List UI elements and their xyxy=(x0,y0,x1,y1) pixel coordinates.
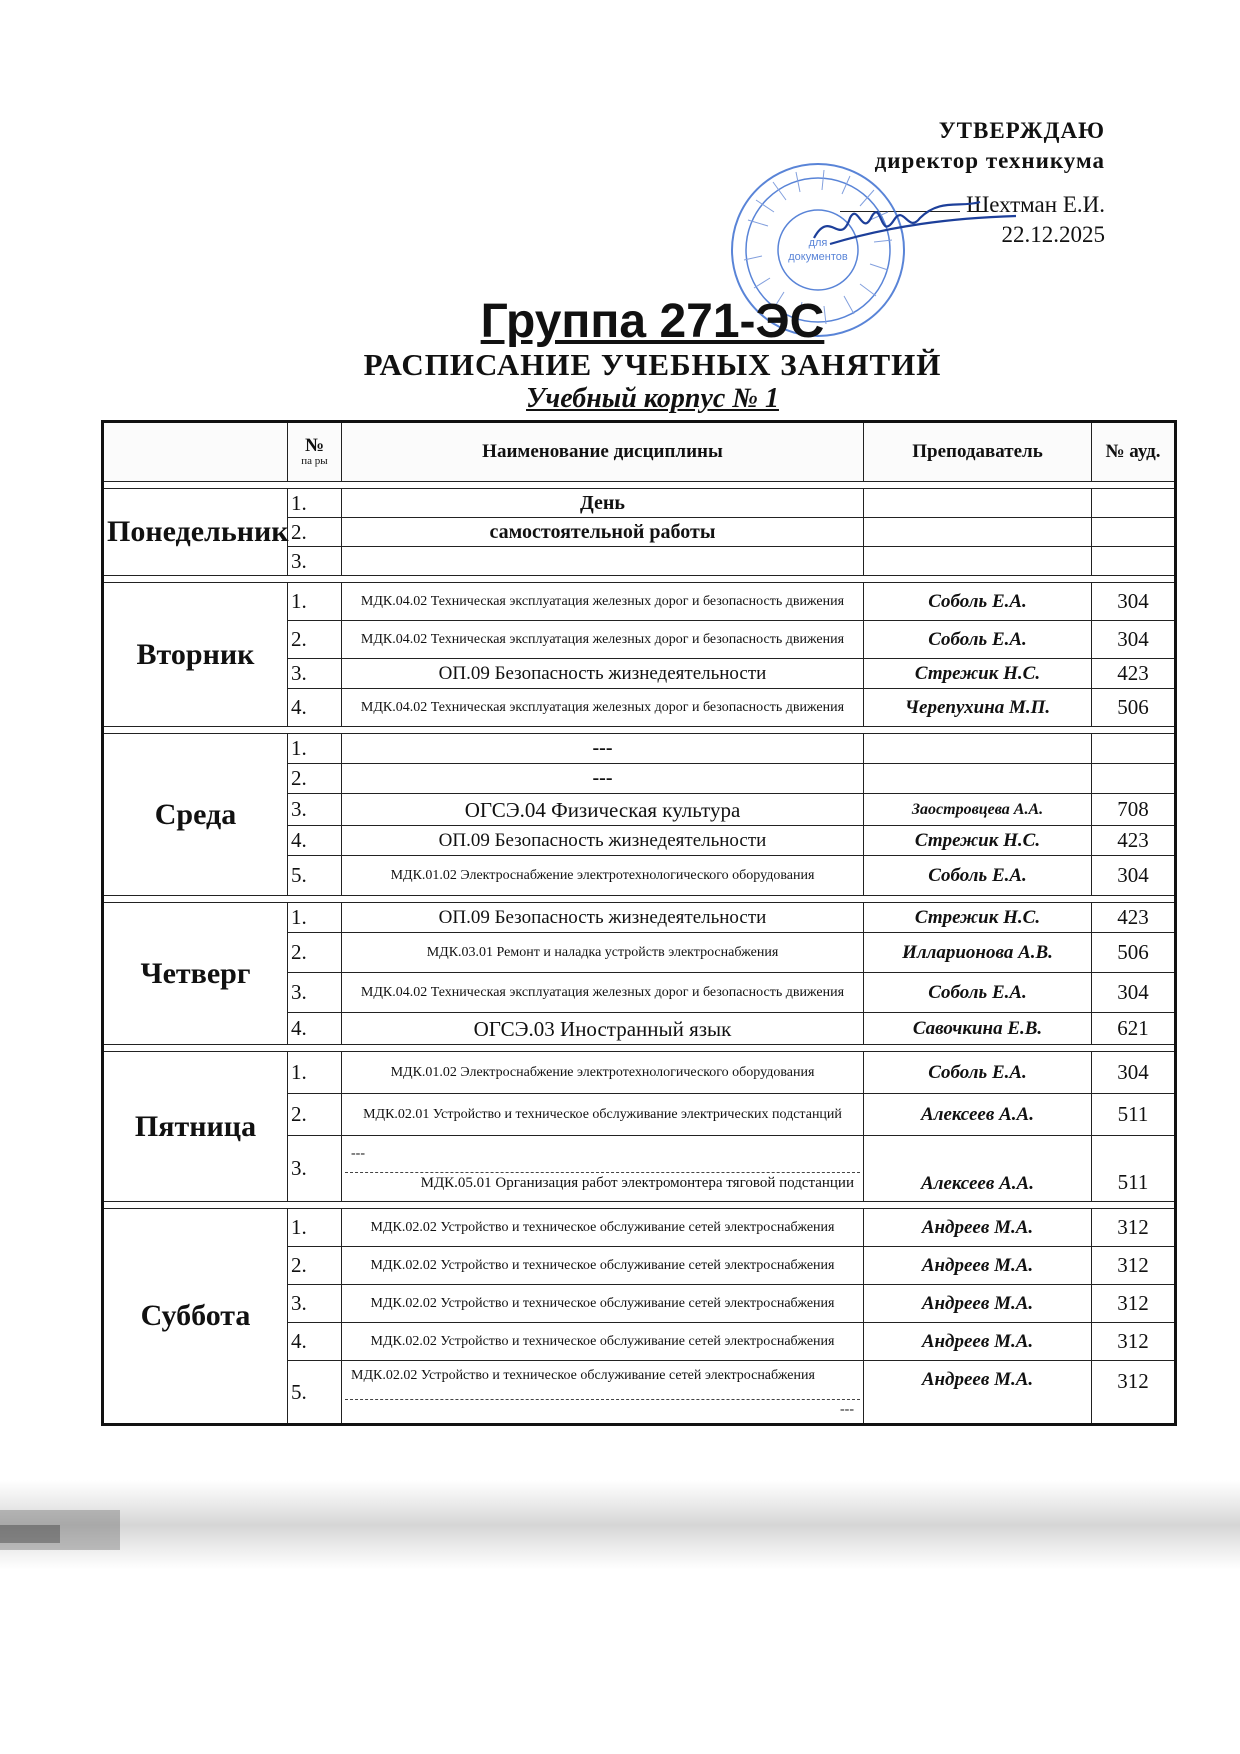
day-friday: Пятница xyxy=(103,1052,288,1202)
separator xyxy=(103,896,1176,903)
room-cell: 304 xyxy=(1092,621,1176,659)
room-cell: 708 xyxy=(1092,794,1176,826)
teacher-cell xyxy=(864,518,1092,547)
schedule-title: РАСПИСАНИЕ УЧЕБНЫХ ЗАНЯТИЙ xyxy=(363,347,942,382)
subject-cell: День xyxy=(342,489,864,518)
pair-num: 5. xyxy=(288,1361,342,1425)
day-thursday: Четверг xyxy=(103,903,288,1045)
schedule-table xyxy=(101,420,1177,1426)
subject-cell: самостоятельной работы xyxy=(342,518,864,547)
teacher-cell: Илларионова А.В. xyxy=(864,933,1092,973)
teacher-cell: Заостровцева А.А. xyxy=(864,794,1092,826)
pair-num: 5. xyxy=(288,856,342,896)
subject-cell: МДК.02.02 Устройство и техническое обслуживание сетей электроснабжения xyxy=(342,1323,864,1361)
room-cell: 312 xyxy=(1092,1247,1176,1285)
table-row xyxy=(103,489,1176,518)
subject-cell: МДК.02.02 Устройство и техническое обслуживание сетей электроснабжения xyxy=(342,1209,864,1247)
room-cell: 506 xyxy=(1092,933,1176,973)
room-cell xyxy=(1092,547,1176,576)
teacher-cell xyxy=(864,734,1092,764)
table-header xyxy=(103,422,1176,482)
room-cell: 511 xyxy=(1092,1136,1176,1202)
subject-cell: МДК.03.01 Ремонт и наладка устройств электроснабжения xyxy=(342,933,864,973)
pair-num: 3. xyxy=(288,1136,342,1202)
subject-cell xyxy=(342,1136,864,1202)
pair-num: 3. xyxy=(288,659,342,689)
teacher-cell: Соболь Е.А. xyxy=(864,1052,1092,1094)
signature xyxy=(810,198,1020,258)
subject-cell: МДК.04.02 Техническая эксплуатация железных дорог и безопасность движения xyxy=(342,973,864,1013)
teacher-cell: Савочкина Е.В. xyxy=(864,1013,1092,1045)
separator xyxy=(103,1202,1176,1209)
group-title: Группа 271-ЭС xyxy=(480,295,825,348)
subject-cell: МДК.04.02 Техническая эксплуатация железных дорог и безопасность движения xyxy=(342,689,864,727)
title-block xyxy=(0,296,1240,416)
pair-num: 3. xyxy=(288,547,342,576)
subject-empty-slot: --- xyxy=(840,1401,854,1417)
pair-num: 4. xyxy=(288,689,342,727)
subject-cell: --- xyxy=(342,764,864,794)
room-cell: 506 xyxy=(1092,689,1176,727)
subject-cell: МДК.01.02 Электроснабжение электротехнологического оборудования xyxy=(342,1052,864,1094)
room-cell: 621 xyxy=(1092,1013,1176,1045)
teacher-cell: Соболь Е.А. xyxy=(864,856,1092,896)
table-row xyxy=(103,1052,1176,1094)
header-num: № па ры xyxy=(288,422,342,482)
pair-num: 1. xyxy=(288,1052,342,1094)
approval-heading: УТВЕРЖДАЮ xyxy=(938,118,1105,143)
teacher-cell: Соболь Е.А. xyxy=(864,583,1092,621)
subject-cell: МДК.01.02 Электроснабжение электротехнологического оборудования xyxy=(342,856,864,896)
day-monday: Понедельник xyxy=(103,489,288,576)
teacher-cell: Андреев М.А. xyxy=(864,1285,1092,1323)
separator xyxy=(103,727,1176,734)
room-cell xyxy=(1092,764,1176,794)
subject-cell: ОП.09 Безопасность жизнедеятельности xyxy=(342,826,864,856)
subject-empty-slot: --- xyxy=(345,1144,860,1173)
teacher-cell: Алексеев А.А. xyxy=(864,1094,1092,1136)
header-room: № ауд. xyxy=(1092,422,1176,482)
pair-num: 1. xyxy=(288,903,342,933)
pair-num: 2. xyxy=(288,1094,342,1136)
subject-cell: ОП.09 Безопасность жизнедеятельности xyxy=(342,903,864,933)
teacher-cell xyxy=(864,764,1092,794)
table-row xyxy=(103,583,1176,621)
subject-text: МДК.02.02 Устройство и техническое обслуживание сетей электроснабжения xyxy=(345,1365,860,1400)
pair-num: 3. xyxy=(288,973,342,1013)
room-cell: 312 xyxy=(1092,1361,1176,1425)
teacher-cell: Соболь Е.А. xyxy=(864,973,1092,1013)
pair-num: 1. xyxy=(288,489,342,518)
teacher-cell: Стрежик Н.С. xyxy=(864,826,1092,856)
pair-num: 1. xyxy=(288,1209,342,1247)
room-cell: 304 xyxy=(1092,973,1176,1013)
pair-num: 1. xyxy=(288,583,342,621)
room-cell: 312 xyxy=(1092,1323,1176,1361)
room-cell xyxy=(1092,489,1176,518)
subject-cell: МДК.02.01 Устройство и техническое обслуживание электрических подстанций xyxy=(342,1094,864,1136)
pair-num: 2. xyxy=(288,764,342,794)
header-teacher: Преподаватель xyxy=(864,422,1092,482)
room-cell: 312 xyxy=(1092,1209,1176,1247)
pair-num: 3. xyxy=(288,1285,342,1323)
room-cell: 423 xyxy=(1092,659,1176,689)
header-day xyxy=(103,422,288,482)
subject-cell: ОП.09 Безопасность жизнедеятельности xyxy=(342,659,864,689)
table-row xyxy=(103,1209,1176,1247)
pair-num: 1. xyxy=(288,734,342,764)
table-row xyxy=(103,734,1176,764)
teacher-cell: Алексеев А.А. xyxy=(864,1136,1092,1202)
teacher-cell: Андреев М.А. xyxy=(864,1209,1092,1247)
approval-position: директор техникума xyxy=(874,148,1105,173)
room-cell: 423 xyxy=(1092,826,1176,856)
pair-num: 4. xyxy=(288,826,342,856)
teacher-cell: Соболь Е.А. xyxy=(864,621,1092,659)
building-title: Учебный корпус № 1 xyxy=(526,383,779,414)
pair-num: 4. xyxy=(288,1013,342,1045)
room-cell: 423 xyxy=(1092,903,1176,933)
separator xyxy=(103,482,1176,489)
teacher-cell xyxy=(864,489,1092,518)
pair-num: 2. xyxy=(288,933,342,973)
teacher-cell: Стрежик Н.С. xyxy=(864,659,1092,689)
room-cell xyxy=(1092,734,1176,764)
subject-text: МДК.05.01 Организация работ электромонтера тяговой подстанции xyxy=(420,1175,854,1191)
room-cell: 304 xyxy=(1092,856,1176,896)
separator xyxy=(103,1045,1176,1052)
pair-num: 2. xyxy=(288,518,342,547)
teacher-cell xyxy=(864,547,1092,576)
room-cell: 304 xyxy=(1092,1052,1176,1094)
subject-cell: МДК.04.02 Техническая эксплуатация железных дорог и безопасность движения xyxy=(342,621,864,659)
day-wednesday: Среда xyxy=(103,734,288,896)
teacher-cell: Андреев М.А. xyxy=(864,1247,1092,1285)
day-saturday: Суббота xyxy=(103,1209,288,1425)
teacher-cell: Черепухина М.П. xyxy=(864,689,1092,727)
room-cell: 312 xyxy=(1092,1285,1176,1323)
pair-num: 2. xyxy=(288,621,342,659)
stamp-label: документов xyxy=(788,251,848,263)
pair-num: 2. xyxy=(288,1247,342,1285)
subject-cell xyxy=(342,1361,864,1425)
teacher-cell: Андреев М.А. xyxy=(864,1361,1092,1425)
approval-date: 22.12.2025 xyxy=(1001,222,1105,247)
subject-cell: ОГСЭ.04 Физическая культура xyxy=(342,794,864,826)
svg-text:для: для xyxy=(808,237,828,249)
pair-num: 4. xyxy=(288,1323,342,1361)
subject-cell xyxy=(342,547,864,576)
pair-num: 3. xyxy=(288,794,342,826)
subject-cell: ОГСЭ.03 Иностранный язык xyxy=(342,1013,864,1045)
room-cell: 511 xyxy=(1092,1094,1176,1136)
day-tuesday: Вторник xyxy=(103,583,288,727)
subject-cell: МДК.02.02 Устройство и техническое обслуживание сетей электроснабжения xyxy=(342,1247,864,1285)
room-cell xyxy=(1092,518,1176,547)
subject-cell: МДК.02.02 Устройство и техническое обслуживание сетей электроснабжения xyxy=(342,1285,864,1323)
subject-cell: МДК.04.02 Техническая эксплуатация железных дорог и безопасность движения xyxy=(342,583,864,621)
separator xyxy=(103,576,1176,583)
header-subject: Наименование дисциплины xyxy=(342,422,864,482)
approval-name: Шехтман Е.И. xyxy=(840,190,1105,220)
teacher-cell: Андреев М.А. xyxy=(864,1323,1092,1361)
teacher-cell: Стрежик Н.С. xyxy=(864,903,1092,933)
subject-cell: --- xyxy=(342,734,864,764)
table-row xyxy=(103,903,1176,933)
scan-artifact xyxy=(0,1440,1240,1590)
room-cell: 304 xyxy=(1092,583,1176,621)
